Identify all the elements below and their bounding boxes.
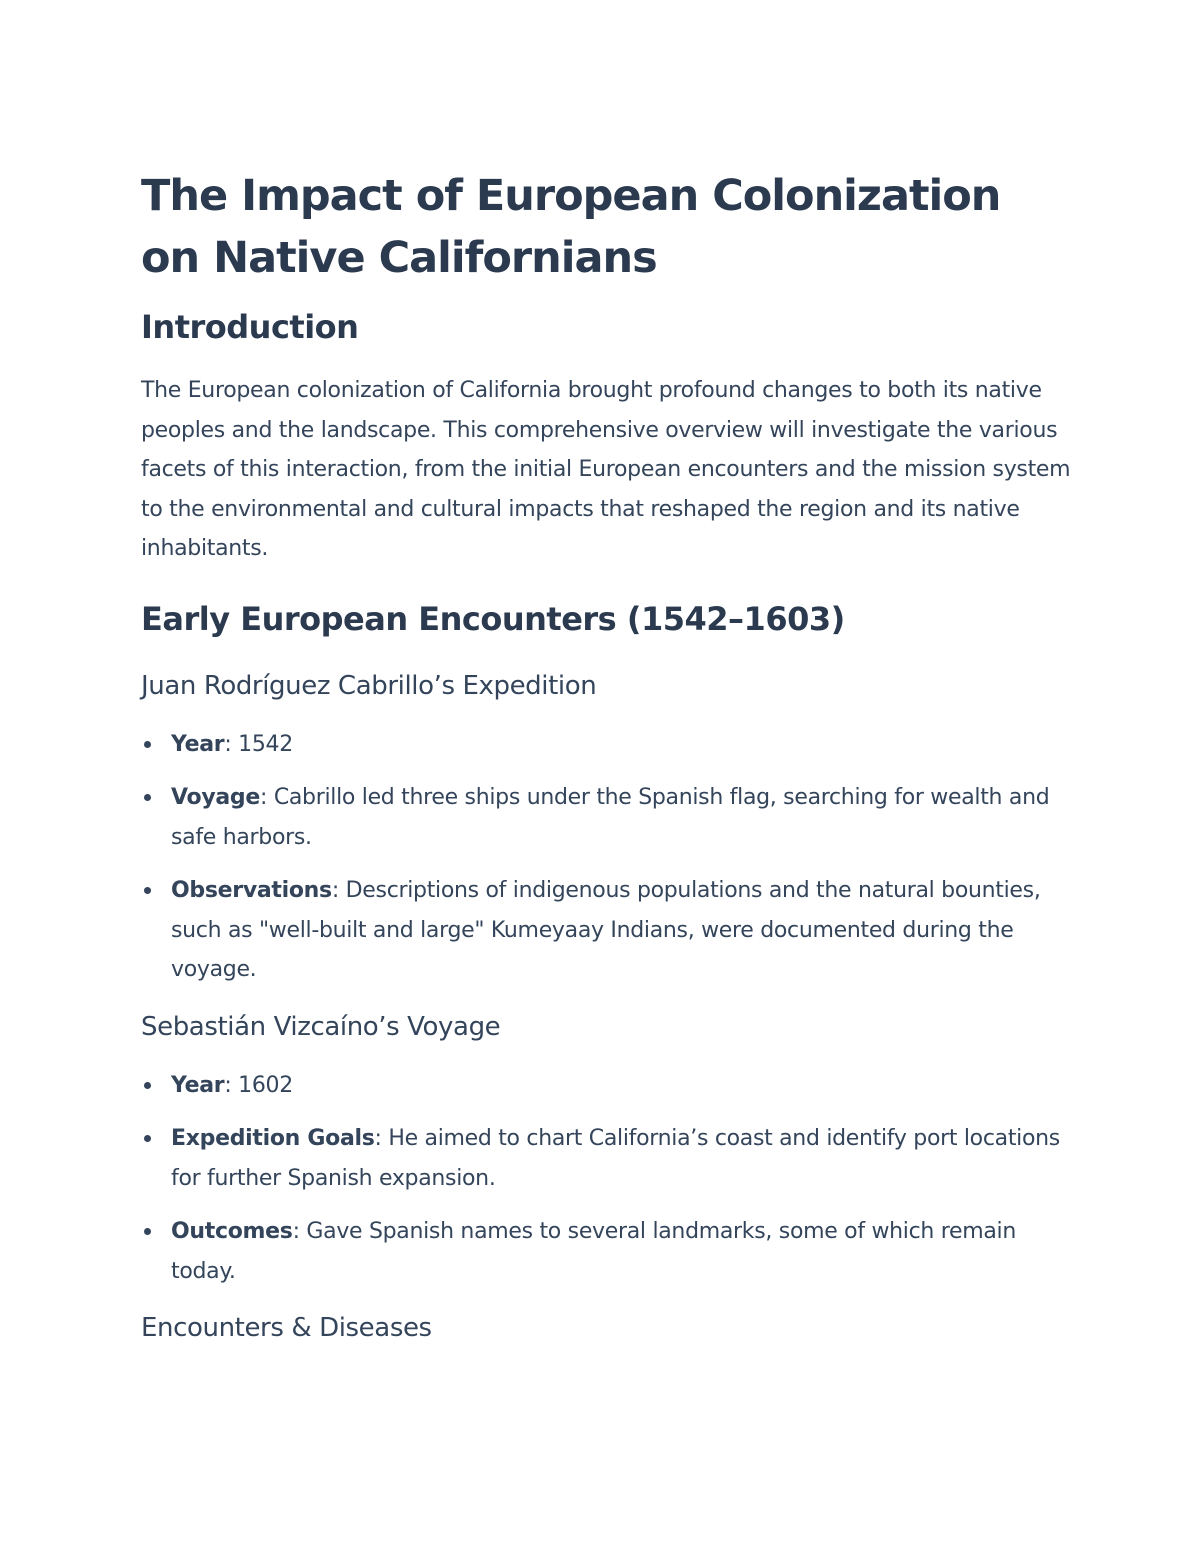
- list-item: [141, 1066, 1071, 1106]
- list-item-term: Voyage: [171, 785, 260, 810]
- list-item-separator: :: [292, 1219, 307, 1244]
- bullet-icon: [144, 1135, 151, 1142]
- list-item-separator: :: [260, 785, 274, 810]
- list-item: [141, 1212, 1071, 1291]
- list-item: [141, 1119, 1071, 1198]
- list-item-text: Cabrillo led three ships under the Spanish flag, searching for wealth and safe harbors.: [171, 785, 1050, 850]
- bullet-icon: [144, 794, 151, 801]
- list-item-separator: :: [224, 1072, 239, 1098]
- encounters-diseases-heading: Encounters & Diseases: [141, 1313, 432, 1343]
- list-item-text: 1542: [238, 731, 293, 757]
- vizcaino-list: [141, 1066, 1071, 1292]
- list-item: [141, 725, 1071, 765]
- list-item-separator: :: [374, 1126, 389, 1151]
- document-title: The Impact of European Colonization on Native Californians: [141, 171, 1001, 283]
- vizcaino-heading: Sebastián Vizcaíno’s Voyage: [141, 1011, 501, 1042]
- list-item-term: Outcomes: [171, 1219, 293, 1244]
- document-page: [141, 165, 1071, 1345]
- bullet-icon: [144, 1228, 151, 1235]
- list-item-separator: :: [331, 878, 346, 903]
- list-item-term: Expedition Goals: [171, 1126, 375, 1151]
- introduction-paragraph: The European colonization of California brought profound changes to both its native peoples and the landscape. This comprehensive overview will investigate the various facets of this interaction, from the initial European encounters and the mission system to the environmental and cultural impacts that reshaped the region and its native inhabitants.: [141, 378, 1071, 561]
- early-encounters-heading: Early European Encounters (1542–1603): [141, 599, 845, 638]
- bullet-icon: [144, 1082, 151, 1089]
- list-item-term: Observations: [171, 878, 332, 903]
- introduction-heading: Introduction: [141, 308, 359, 346]
- list-item-text: He aimed to chart California’s coast and identify port locations for further Spanish expansion.: [171, 1126, 1060, 1191]
- list-item-text: 1602: [238, 1072, 293, 1098]
- list-item-term: Year: [171, 731, 225, 757]
- list-item: [141, 871, 1071, 990]
- cabrillo-list: [141, 725, 1071, 990]
- list-item-separator: :: [224, 731, 239, 757]
- list-item-term: Year: [171, 1072, 225, 1098]
- list-item-text: Gave Spanish names to several landmarks, some of which remain today.: [171, 1219, 1017, 1284]
- bullet-icon: [144, 887, 151, 894]
- cabrillo-heading: Juan Rodríguez Cabrillo’s Expedition: [141, 670, 597, 701]
- bullet-icon: [144, 741, 151, 748]
- list-item-text: Descriptions of indigenous populations and the natural bounties, such as "well-built and large" Kumeyaay Indians, were documented during the voyage.: [171, 878, 1041, 982]
- list-item: [141, 778, 1071, 857]
